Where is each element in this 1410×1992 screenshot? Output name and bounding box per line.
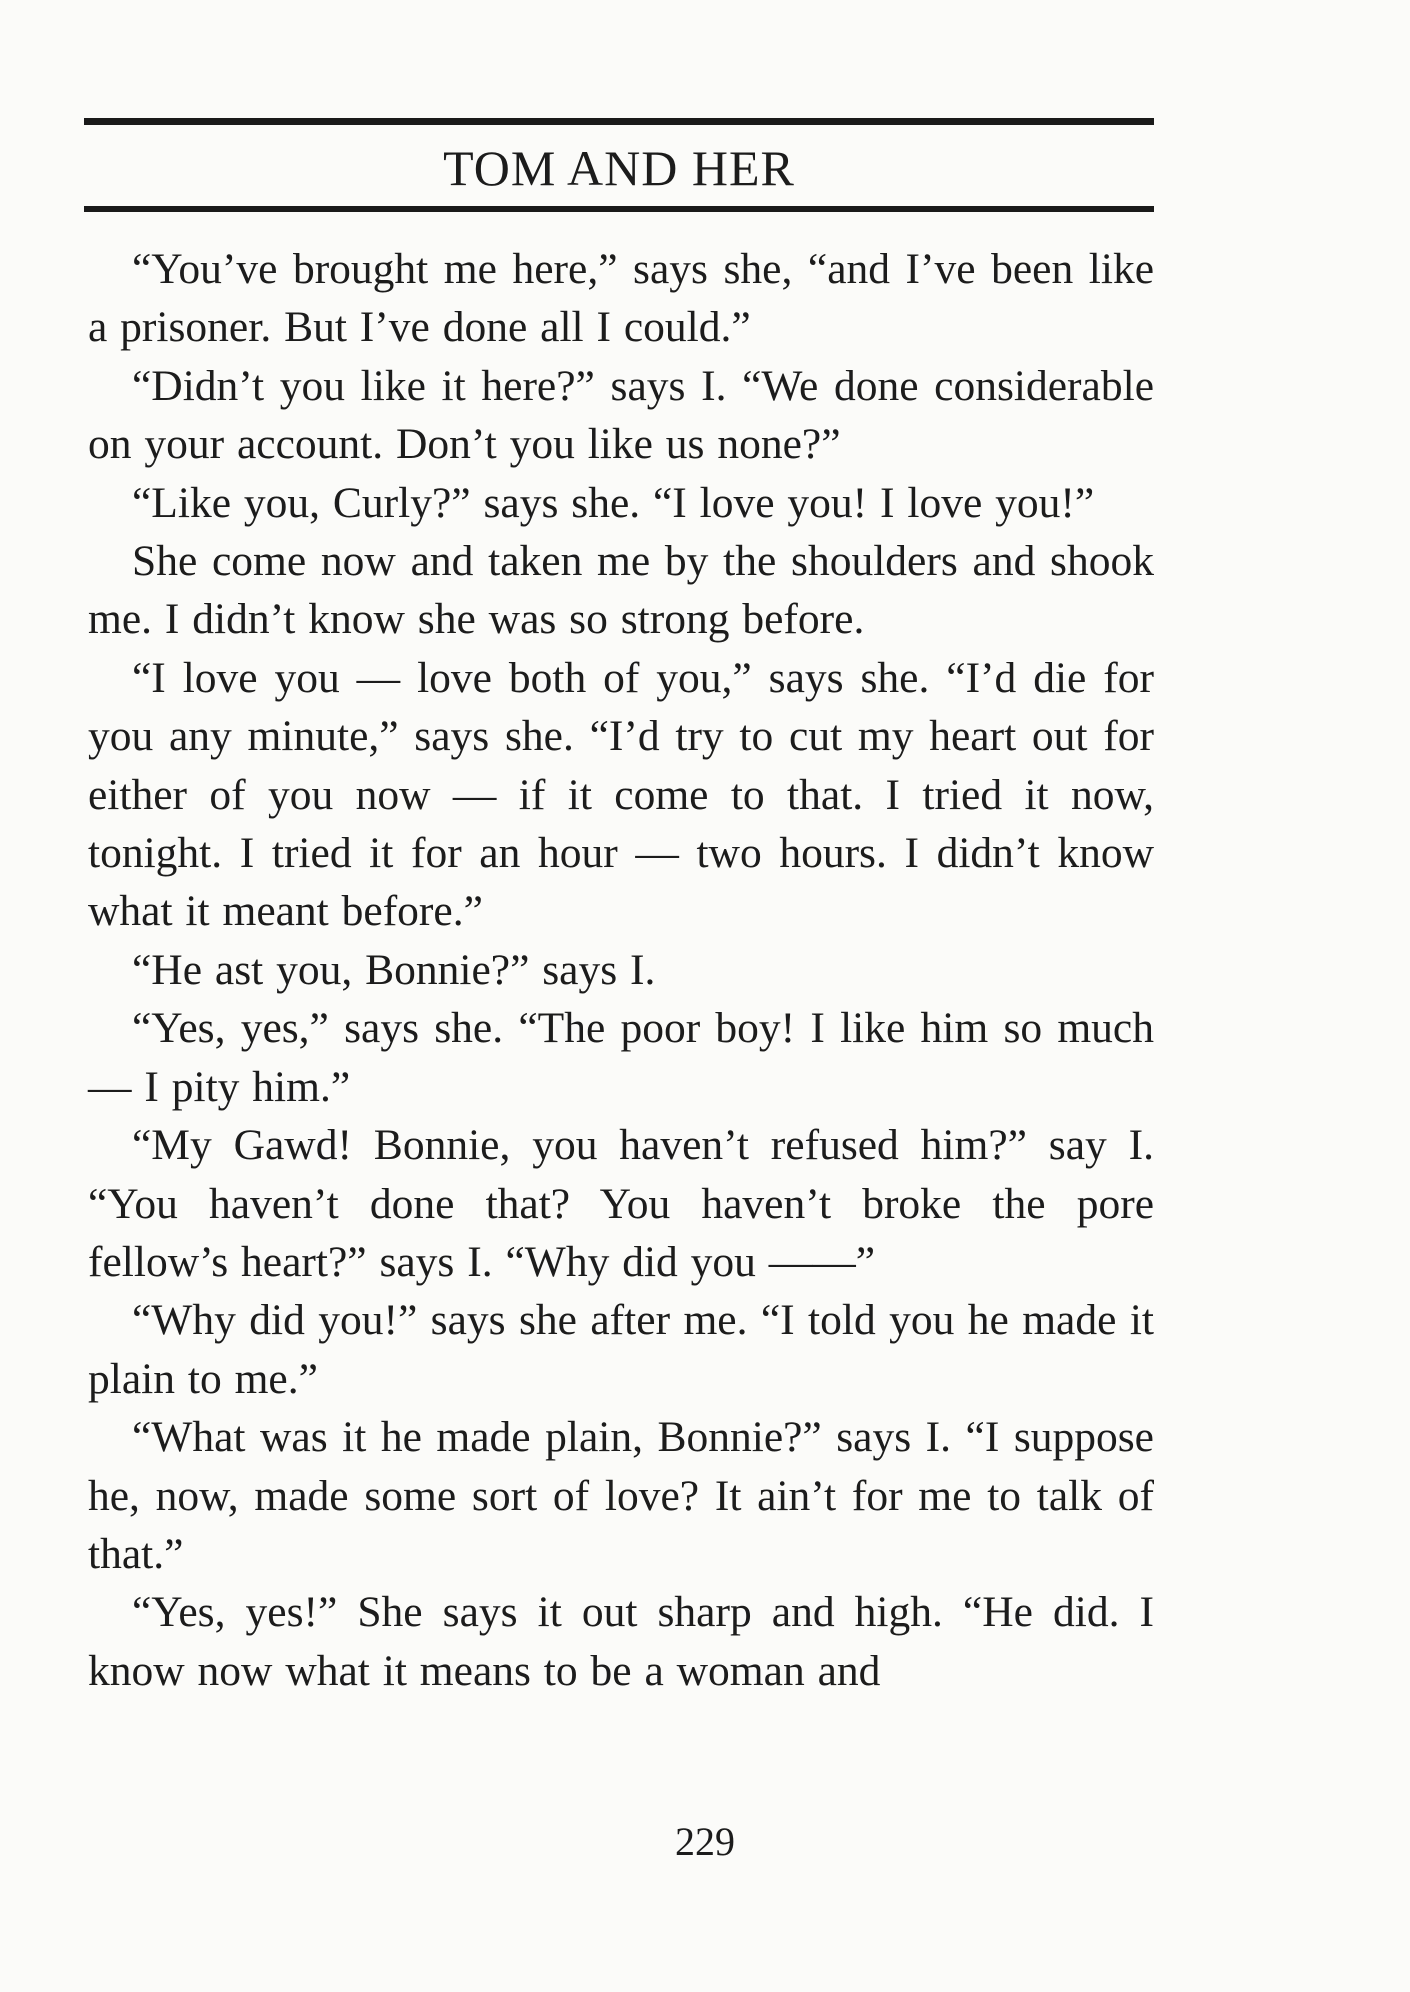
header-rule-bottom bbox=[84, 206, 1154, 212]
paragraph: “What was it he made plain, Bonnie?” says I. “I suppose he, now, made some sort of love? It ain’t for me to talk of that.” bbox=[88, 1413, 1154, 1578]
paragraph: “Why did you!” says she after me. “I told you he made it plain to me.” bbox=[88, 1296, 1154, 1403]
paragraph: “He ast you, Bonnie?” says I. bbox=[132, 945, 656, 994]
page-number: 229 bbox=[675, 1819, 735, 1864]
body-text bbox=[88, 240, 1154, 1700]
running-head: TOM AND HER bbox=[443, 140, 795, 196]
paragraph: “My Gawd! Bonnie, you haven’t refused him?” say I. “You haven’t done that? You haven’t broke the pore fellow’s heart?” says I. “Why did you ——” bbox=[88, 1121, 1154, 1286]
paragraph: “Yes, yes!” She says it out sharp and high. “He did. I know now what it means to be a woman and bbox=[88, 1588, 1154, 1695]
paragraph: She come now and taken me by the shoulders and shook me. I didn’t know she was so strong before. bbox=[88, 537, 1154, 644]
paragraph: “Like you, Curly?” says she. “I love you! I love you!” bbox=[132, 478, 1095, 527]
header-rule-top bbox=[84, 118, 1154, 125]
paragraph: “You’ve brought me here,” says she, “and I’ve been like a prisoner. But I’ve done all I could.” bbox=[88, 245, 1154, 352]
paragraph: “Didn’t you like it here?” says I. “We done considerable on your account. Don’t you like us none?” bbox=[88, 361, 1154, 469]
paragraph: “I love you — love both of you,” says she. “I’d die for you any minute,” says she. “I’d try to cut my heart out for either of you now — if it come to that. I tried it now, tonight. I tried it for an hour — two hours. I didn’t know what it meant before.” bbox=[88, 653, 1154, 936]
paragraph: “Yes, yes,” says she. “The poor boy! I like him so much — I pity him.” bbox=[88, 1004, 1154, 1111]
